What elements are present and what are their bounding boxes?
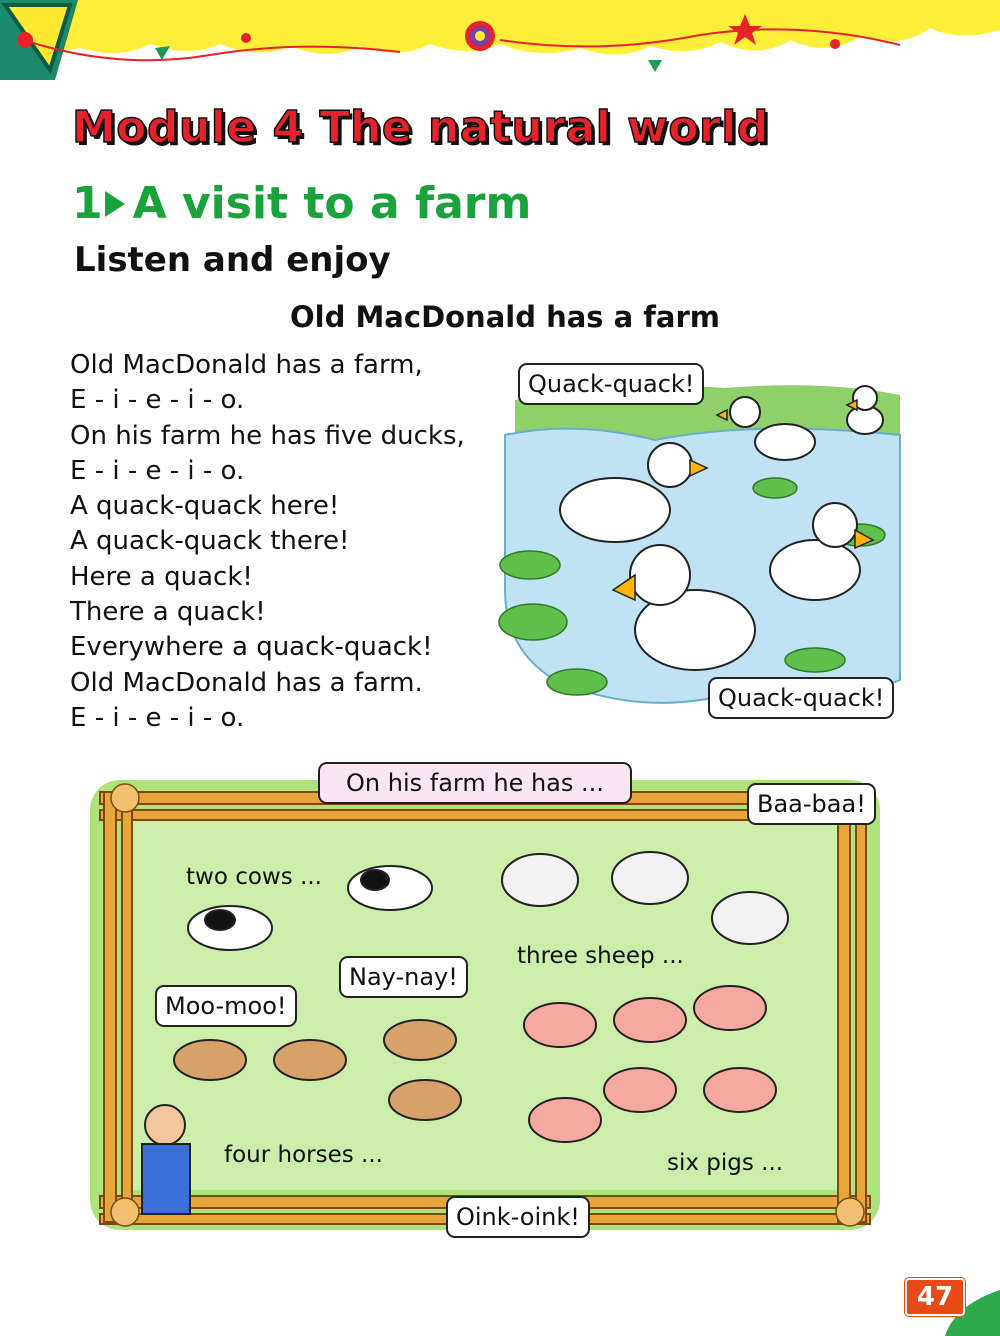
farm-heading-banner: On his farm he has ... — [318, 762, 632, 804]
lyric-line: Here a quack! — [70, 561, 253, 592]
unit-title: A visit to a farm — [132, 178, 532, 229]
speech-bubble-quack-top: Quack-quack! — [518, 363, 704, 405]
speech-bubble-pig: Oink-oink! — [446, 1196, 590, 1238]
lyric-line: E - i - e - i - o. — [70, 385, 245, 416]
lyric-line: Old MacDonald has a farm. — [70, 667, 423, 698]
module-title: Module 4 The natural world — [72, 102, 769, 153]
play-arrow-icon — [105, 191, 125, 217]
farm-label-pigs: six pigs ... — [667, 1150, 784, 1176]
farm-label-cows: two cows ... — [186, 864, 322, 890]
farm-label-horses: four horses ... — [224, 1142, 383, 1168]
farm-label-sheep: three sheep ... — [517, 943, 684, 969]
lyric-line: Everywhere a quack-quack! — [70, 632, 433, 663]
song-lyrics — [70, 348, 465, 736]
lyric-line: There a quack! — [70, 597, 266, 628]
section-title: Listen and enjoy — [74, 240, 391, 280]
lyric-line: Old MacDonald has a farm, — [70, 350, 423, 380]
unit-title-row — [72, 178, 531, 229]
top-banner-decoration — [0, 0, 1000, 90]
speech-bubble-cow: Moo-moo! — [155, 985, 297, 1027]
speech-bubble-horse: Nay-nay! — [339, 956, 468, 998]
song-title: Old MacDonald has a farm — [290, 300, 721, 334]
speech-bubble-sheep: Baa-baa! — [747, 783, 876, 825]
duck-pond-illustration — [495, 360, 905, 730]
lyric-line: A quack-quack there! — [70, 526, 350, 557]
lyric-line: On his farm he has five ducks, — [70, 420, 465, 451]
unit-number: 1 — [72, 178, 103, 229]
farmer-figure — [142, 1105, 190, 1214]
lyric-line: E - i - e - i - o. — [70, 455, 245, 486]
lyric-line: E - i - e - i - o. — [70, 702, 245, 733]
page-number: 47 — [905, 1278, 965, 1316]
speech-bubble-quack-bottom: Quack-quack! — [708, 677, 894, 719]
lyric-line: A quack-quack here! — [70, 491, 340, 522]
